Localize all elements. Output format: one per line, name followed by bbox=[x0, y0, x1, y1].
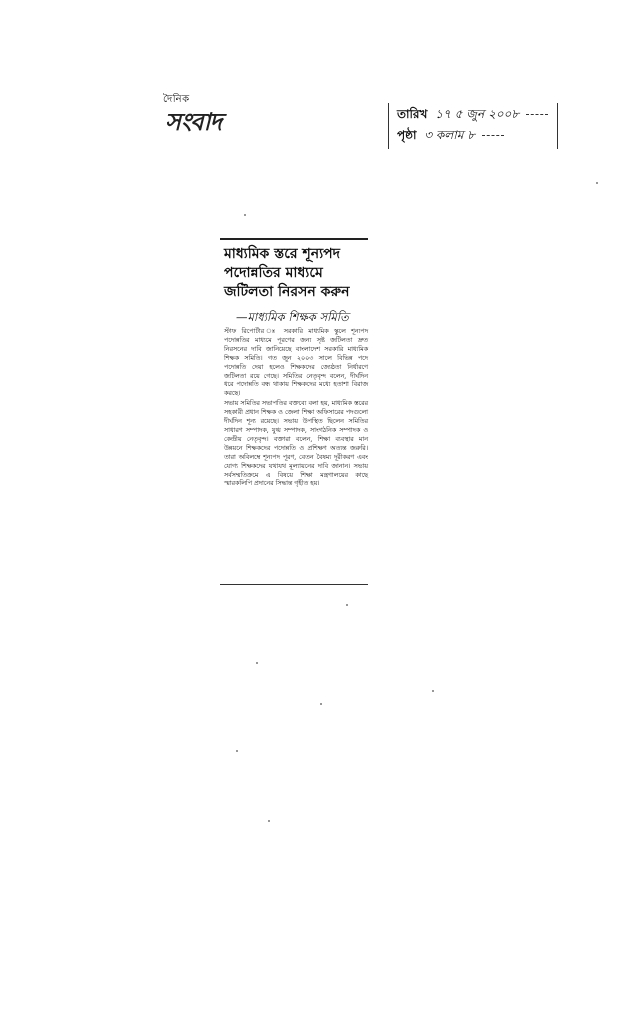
stamp-date-label: তারিখ bbox=[397, 107, 428, 121]
scan-speck bbox=[268, 820, 270, 822]
newspaper-logo: সংবাদ bbox=[165, 107, 222, 136]
stamp-date-line bbox=[526, 114, 548, 115]
clipping-date-stamp bbox=[388, 103, 558, 149]
scan-speck bbox=[432, 690, 434, 692]
scan-speck bbox=[596, 182, 598, 184]
article-paragraph: স্টাফ রিপোর্টার ঃ সরকারি মাধ্যমিক স্কুলে শূন্যপদ পদোন্নতির মাধ্যমে পূরণের জন্য সৃষ্ট জটিলতা দ্রুত নিরসনের দাবি জানিয়েছে বাংলাদেশ সরকারি মাধ্যমিক শিক্ষক সমিতি। গত জুন ২০০৩ সালে বিভিন্ন পদে পদোন্নতি দেয়া হলেও শিক্ষকদের জ্যেষ্ঠতা নির্ধারণে জটিলতা রয়ে গেছে। সমিতির নেতৃবৃন্দ বলেন, দীর্ঘদিন ধরে পদোন্নতি বন্ধ থাকায় শিক্ষকদের মধ্যে হতাশা বিরাজ করছে। bbox=[224, 328, 368, 398]
article-headline: মাধ্যমিক স্তরে শূন্যপদ পদোন্নতির মাধ্যমে জটিলতা নিরসন করুন bbox=[224, 246, 350, 300]
clipping-top-rule bbox=[220, 238, 368, 240]
clipping-bottom-rule bbox=[220, 584, 368, 585]
scan-speck bbox=[236, 750, 238, 752]
news-clipping bbox=[220, 238, 370, 590]
article-paragraph: সভায় সমিতির সভাপতির বক্তব্যে বলা হয়, মাধ্যমিক স্তরের সহকারী প্রধান শিক্ষক ও জেলা শিক্ষা অফিসারের পদগুলো দীর্ঘদিন শূন্য রয়েছে। সভায় উপস্থিত ছিলেন সমিতির সাধারণ সম্পাদক, যুগ্ম সম্পাদক, সাংগঠনিক সম্পাদক ও কেন্দ্রীয় নেতৃবৃন্দ। বক্তারা বলেন, শিক্ষা ব্যবস্থার মান উন্নয়নে শিক্ষকদের পদোন্নতি ও প্রশিক্ষণ অত্যন্ত জরুরি। তারা অবিলম্বে শূন্যপদ পূরণ, বেতন বৈষম্য দূরীকরণ এবং যোগ্য শিক্ষকদের যথাযথ মূল্যায়নের দাবি জানান। সভায় সর্বসম্মতিক্রমে এ বিষয়ে শিক্ষা মন্ত্রণালয়ের কাছে স্মারকলিপি প্রদানের সিদ্ধান্ত গৃহীত হয়। bbox=[224, 400, 368, 488]
scan-speck bbox=[346, 604, 348, 606]
stamp-date-row bbox=[397, 106, 548, 126]
article-body bbox=[224, 328, 368, 490]
stamp-page-line bbox=[482, 135, 504, 136]
article-subhead: —মাধ্যমিক শিক্ষক সমিতি bbox=[236, 310, 349, 324]
stamp-page-value: ৩ কলাম ৮ bbox=[424, 128, 475, 142]
scan-speck bbox=[256, 662, 258, 664]
scan-speck bbox=[244, 214, 246, 216]
stamp-date-value: ১৭ ৫ জুন ২০০৮ bbox=[435, 107, 520, 121]
stamp-page-row bbox=[397, 127, 504, 147]
masthead-tagline: দৈনিক bbox=[163, 94, 190, 105]
newspaper-masthead bbox=[163, 92, 293, 140]
stamp-page-label: পৃষ্ঠা bbox=[397, 128, 417, 142]
scan-speck bbox=[320, 703, 322, 705]
